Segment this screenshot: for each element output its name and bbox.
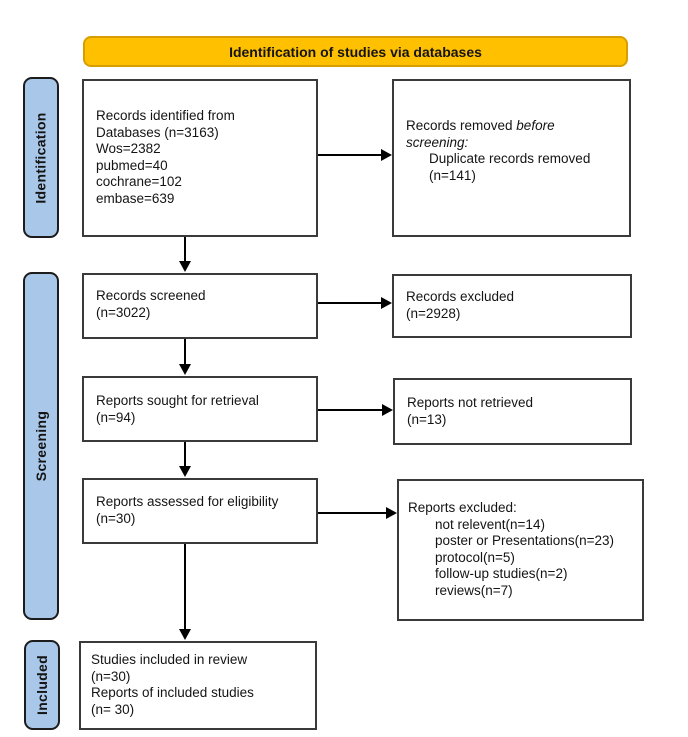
text-segment: Records removed	[406, 118, 517, 133]
arrow-right-1-line	[318, 154, 382, 156]
arrow-right-1-head	[381, 149, 392, 161]
stage-label-included-text: Included	[34, 655, 50, 715]
text-line: Reports not retrieved	[407, 395, 534, 410]
text-line: (n=13)	[407, 411, 447, 427]
box-reports-excluded	[397, 479, 644, 621]
text-line: screening:	[406, 134, 469, 150]
text-segment-italic: before	[516, 118, 555, 133]
arrow-down-4-head	[179, 629, 191, 640]
text-line: Reports of included studies	[91, 685, 254, 700]
stage-label-screening-text: Screening	[33, 410, 50, 482]
arrow-right-3-head	[382, 404, 393, 416]
arrow-down-2-line	[184, 339, 186, 366]
text-line: Reports sought for retrieval	[96, 393, 259, 408]
text-line: Duplicate records removed	[429, 151, 591, 166]
box-reports-assessed-for-eligibility	[82, 478, 318, 544]
text-line: embase=639	[96, 190, 175, 206]
arrow-down-2-head	[179, 364, 191, 375]
arrow-down-3-head	[179, 466, 191, 477]
text-line	[406, 118, 623, 135]
banner-identification-via-databases: Identification of studies via databases	[83, 36, 628, 67]
text-line: (n=141)	[429, 167, 476, 183]
box-records-identified	[82, 79, 318, 237]
text-line: Reports excluded:	[408, 500, 517, 515]
arrow-right-2-line	[318, 302, 382, 304]
text-line: Wos=2382	[96, 141, 161, 156]
text-line: cochrane=102	[96, 174, 182, 189]
text-line: protocol(n=5)	[435, 549, 515, 565]
arrow-right-4-line	[318, 512, 387, 514]
arrow-right-2-head	[381, 297, 392, 309]
text-line: (n=2928)	[406, 305, 461, 321]
arrow-right-3-line	[318, 409, 383, 411]
text-line: follow-up studies(n=2)	[435, 566, 568, 581]
text-line: not relevent(n=14)	[435, 516, 545, 532]
box-reports-not-retrieved	[393, 378, 632, 445]
stage-label-identification-text: Identification	[33, 111, 49, 204]
text-line: Studies included in review	[91, 652, 248, 667]
text-line: (n=3022)	[96, 304, 151, 320]
arrow-down-4-line	[184, 544, 186, 631]
text-line: (n=94)	[96, 409, 136, 425]
text-line: Records identified from	[96, 108, 235, 123]
text-line: Records excluded	[406, 289, 515, 304]
text-line: (n=30)	[96, 510, 136, 526]
text-line: pubmed=40	[96, 157, 168, 173]
text-line: reviews(n=7)	[435, 582, 513, 598]
text-line: Databases (n=3163)	[96, 124, 219, 140]
stage-label-included	[24, 640, 60, 730]
text-line: Reports assessed for eligibility	[96, 494, 279, 509]
box-reports-sought-for-retrieval	[82, 376, 318, 442]
arrow-right-4-head	[386, 507, 397, 519]
arrow-down-1-line	[184, 237, 186, 263]
arrow-down-3-line	[184, 442, 186, 468]
box-studies-included-in-review	[79, 641, 317, 730]
text-line: (n=30)	[91, 668, 131, 684]
text-line: Records screened	[96, 288, 206, 303]
box-records-removed-before-screening	[392, 79, 631, 237]
stage-label-screening	[23, 272, 59, 620]
box-records-excluded	[392, 274, 632, 338]
box-records-screened	[82, 273, 318, 339]
text-line: poster or Presentations(n=23)	[435, 533, 614, 548]
text-line: (n= 30)	[91, 701, 135, 717]
arrow-down-1-head	[179, 261, 191, 272]
stage-label-identification	[23, 77, 59, 238]
